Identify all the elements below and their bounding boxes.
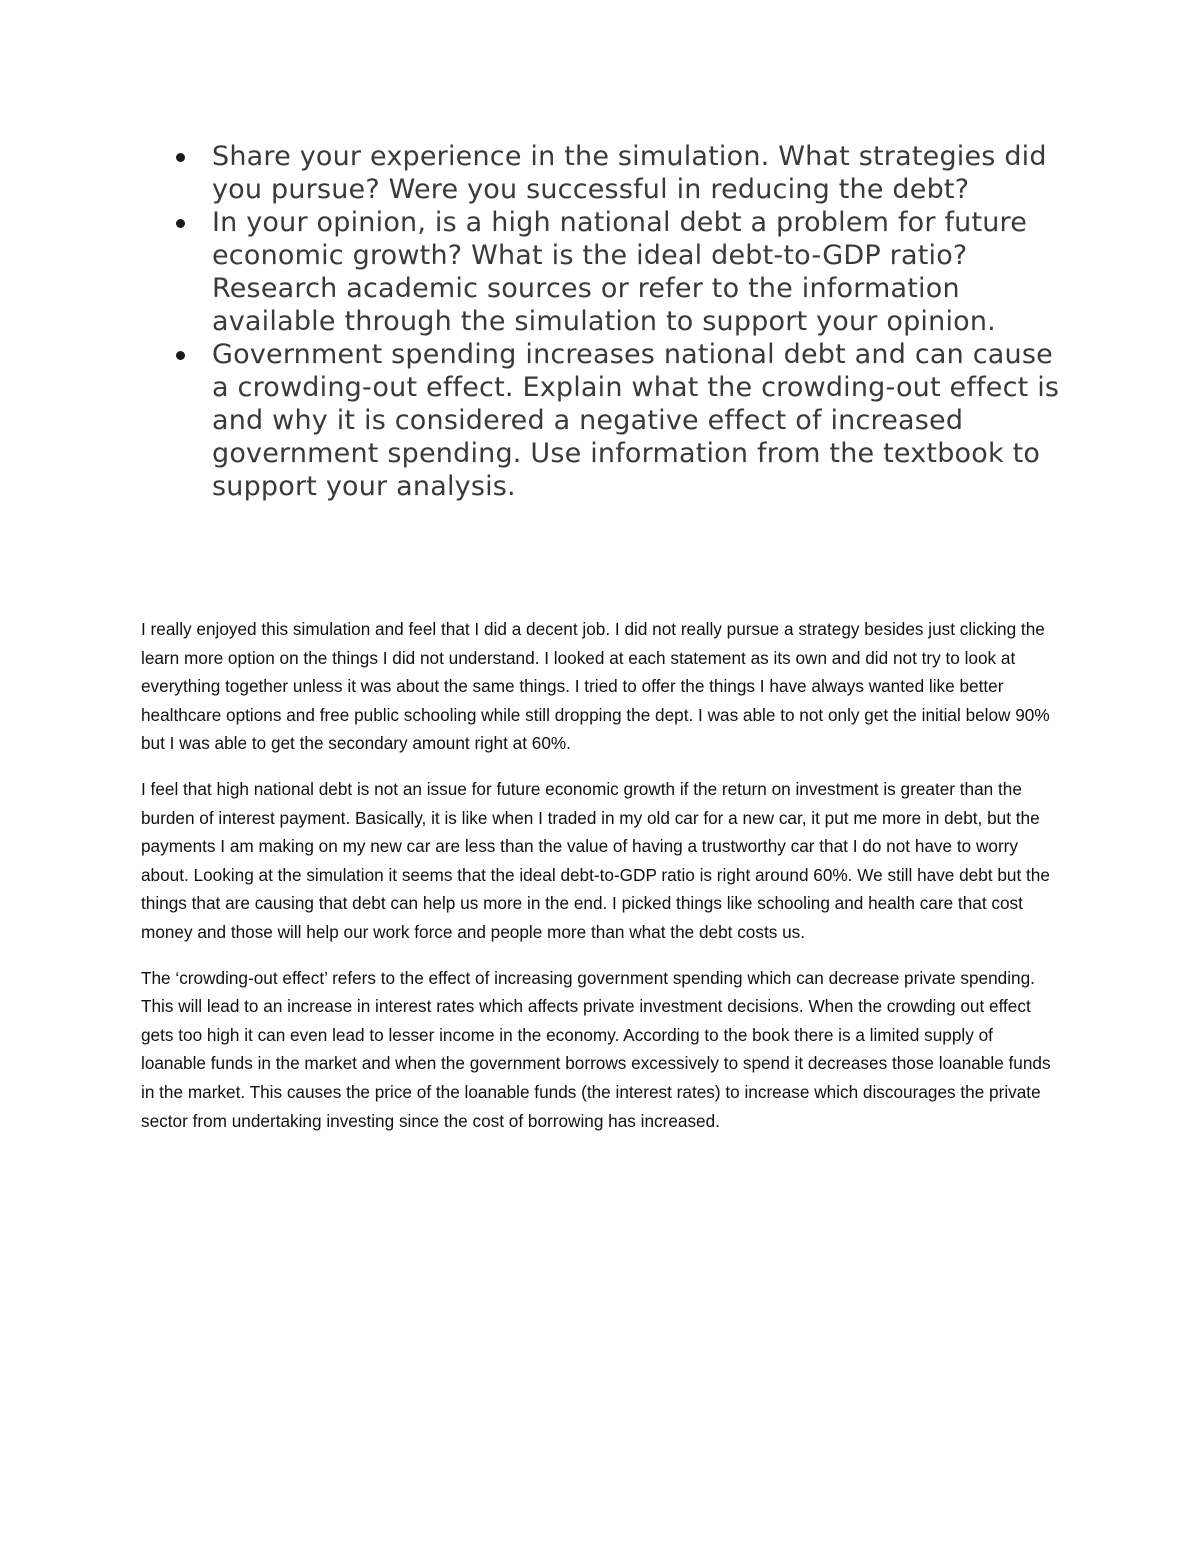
list-item	[170, 140, 1070, 206]
list-item	[170, 338, 1070, 503]
list-item	[170, 206, 1070, 338]
answer-paragraph-crowding-out: The ‘crowding-out effect’ refers to the effect of increasing government spending which can decrease private spending. This will lead to an increase in interest rates which affects private investment decisions. When the crowding out effect gets too high it can even lead to lesser income in the economy. According to the book there is a limited supply of loanable funds in the market and when the government borrows excessively to spend it decreases those loanable funds in the market. This causes the price of the loanable funds (the interest rates) to increase which discourages the private sector from undertaking investing since the cost of borrowing has increased.	[141, 967, 1051, 1131]
prompt-list	[170, 140, 1070, 503]
bullet-icon	[176, 351, 185, 360]
bullet-icon	[176, 219, 185, 228]
answer-paragraph-experience: I really enjoyed this simulation and feel that I did a decent job. I did not really pursue a strategy besides just clicking the learn more option on the things I did not understand. I looked at each statement as its own and did not try to look at everything together unless it was about the same things. I tried to offer the things I have always wanted like better healthcare options and free public schooling while still dropping the dept. I was able to not only get the initial below 90% but I was able to get the secondary amount right at 60%.	[141, 619, 1050, 754]
prompt-text: Share your experience in the simulation. What strategies did you pursue? Were you successful in reducing the debt?	[212, 141, 1047, 205]
answer-paragraph-debt-opinion: I feel that high national debt is not an issue for future economic growth if the return on investment is greater than the burden of interest payment. Basically, it is like when I traded in my old car for a new car, it put me more in debt, but the payments I am making on my new car are less than the value of having a trustworthy car that I do not have to worry about. Looking at the simulation it seems that the ideal debt-to-GDP ratio is right around 60%. We still have debt but the things that are causing that debt can help us more in the end. I picked things like schooling and health care that cost money and those will help our work force and people more than what the debt costs us.	[141, 778, 1050, 942]
prompt-text: Government spending increases national debt and can cause a crowding-out effect. Explain what the crowding-out effect is and why it is considered a negative effect of increased government spending. Use information from the textbook to support your analysis.	[212, 339, 1060, 502]
bullet-icon	[176, 153, 185, 162]
answer-body	[141, 615, 1061, 1152]
prompt-text: In your opinion, is a high national debt a problem for future economic growth? What is the ideal debt-to-GDP ratio? Research academic sources or refer to the information available through the simulation to support your opinion.	[212, 207, 1028, 337]
